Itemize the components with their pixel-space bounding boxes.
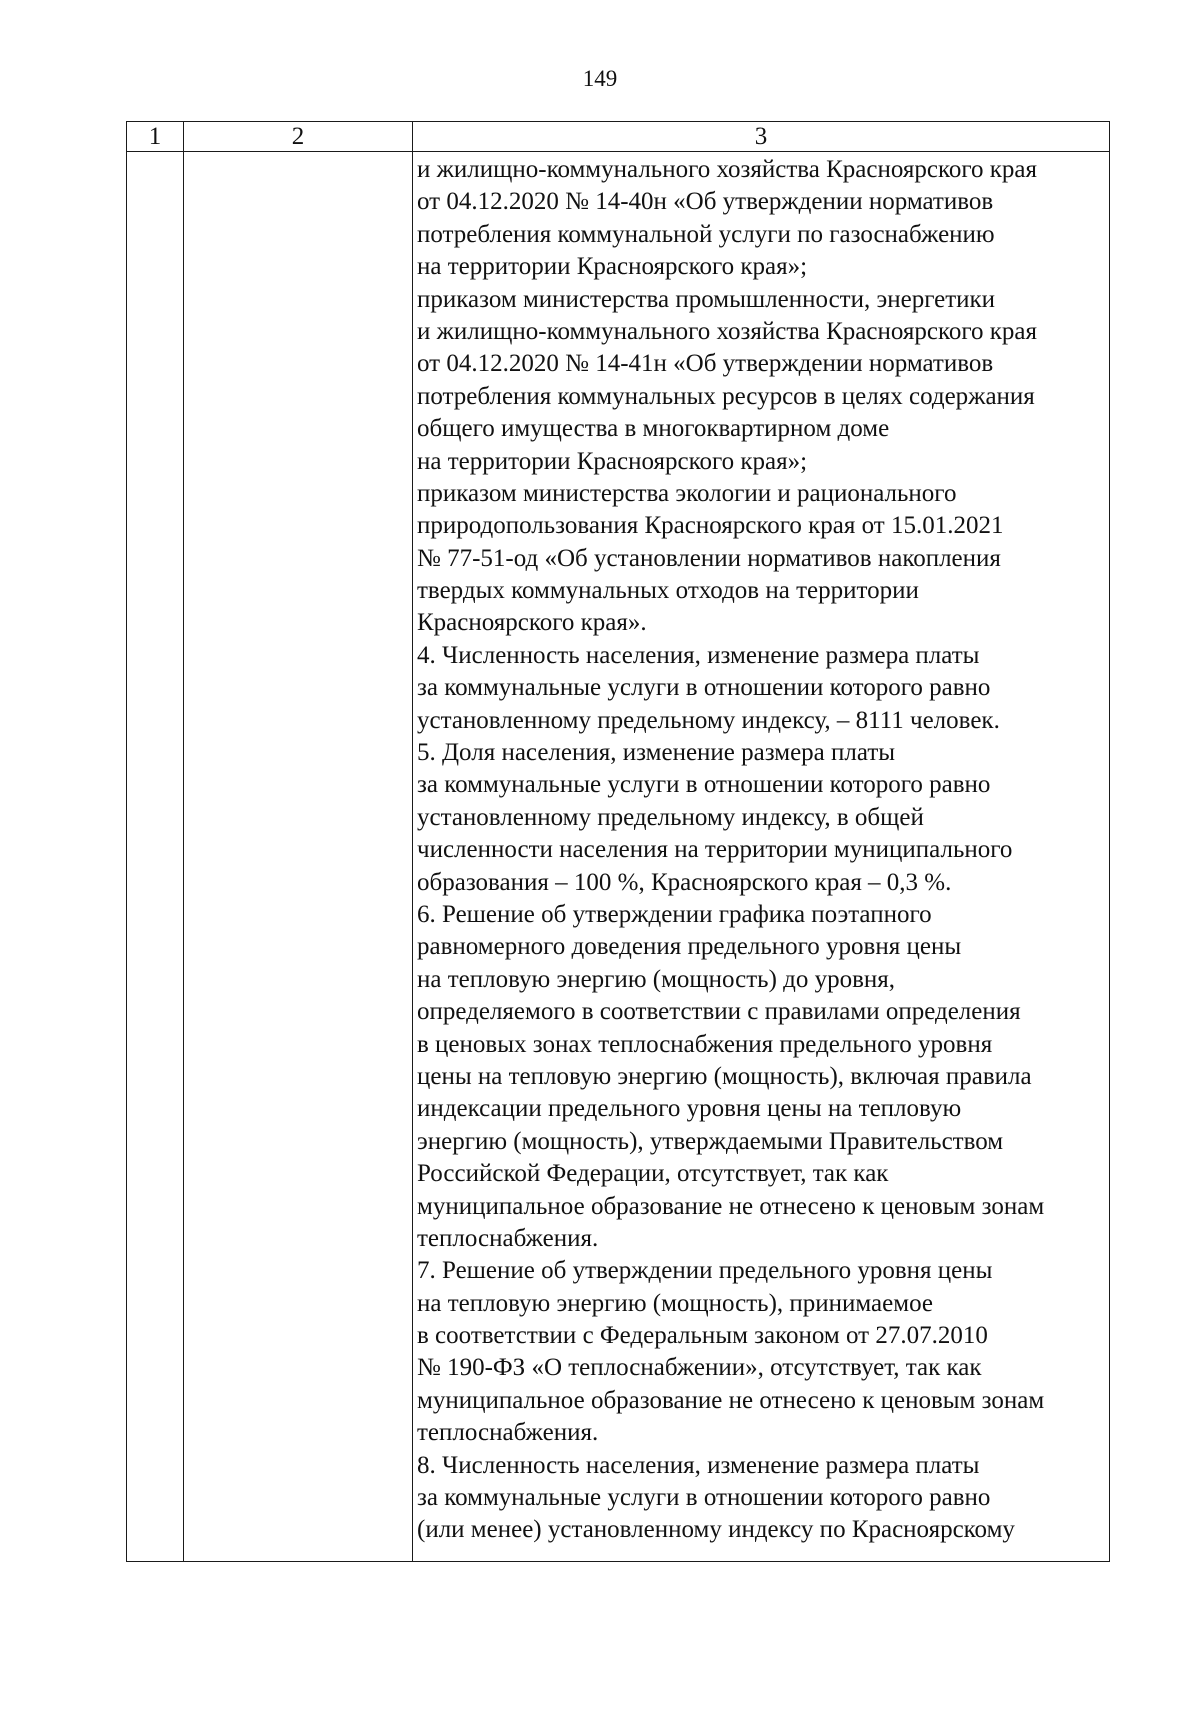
text-line: установленному предельному индексу, в общей (417, 803, 924, 831)
text-line: на тепловую энергию (мощность), принимаемое (417, 1289, 933, 1317)
text-line: твердых коммунальных отходов на территории (417, 577, 919, 605)
cell-col-3 (413, 152, 1110, 1562)
text-line: на территории Красноярского края»; (417, 253, 808, 281)
text-line: от 04.12.2020 № 14-40н «Об утверждении нормативов (417, 188, 994, 216)
text-line: природопользования Красноярского края от 15.01.2021 (417, 512, 1004, 540)
table-header-row (127, 122, 1110, 152)
table-row (127, 152, 1110, 1562)
text-line: 6. Решение об утверждении графика поэтапного (417, 900, 932, 928)
text-line: за коммунальные услуги в отношении которого равно (417, 1484, 991, 1512)
header-col-3: 3 (413, 122, 1110, 152)
header-col-2: 2 (184, 122, 413, 152)
text-line: 4. Численность населения, изменение размера платы (417, 641, 980, 669)
text-line: индексации предельного уровня цены на тепловую (417, 1095, 962, 1123)
text-line: Российской Федерации, отсутствует, так как (417, 1160, 889, 1188)
text-line: за коммунальные услуги в отношении которого равно (417, 674, 991, 702)
text-line: в ценовых зонах теплоснабжения предельного уровня (417, 1030, 993, 1058)
text-line: 5. Доля населения, изменение размера платы (417, 739, 896, 767)
text-line: муниципальное образование не отнесено к ценовым зонам (417, 1192, 1045, 1220)
text-line: Красноярского края». (417, 609, 647, 637)
text-line: образования – 100 %, Красноярского края – 0,3 %. (417, 868, 952, 896)
text-line: приказом министерства промышленности, энергетики (417, 285, 996, 313)
document-table (126, 121, 1110, 1562)
text-line: потребления коммунальной услуги по газоснабжению (417, 220, 995, 248)
page-number: 149 (582, 66, 618, 91)
text-line: за коммунальные услуги в отношении которого равно (417, 771, 991, 799)
table-header (127, 122, 1110, 152)
text-line: цены на тепловую энергию (мощность), включая правила (417, 1062, 1032, 1090)
cell-col-2 (184, 152, 413, 1562)
text-line: общего имущества в многоквартирном доме (417, 415, 890, 443)
text-line: муниципальное образование не отнесено к ценовым зонам (417, 1386, 1045, 1414)
header-col-1: 1 (127, 122, 184, 152)
text-line: численности населения на территории муниципального (417, 836, 1013, 864)
text-line: 8. Численность населения, изменение размера платы (417, 1451, 980, 1479)
cell-col-1 (127, 152, 184, 1562)
text-line: установленному предельному индексу, – 8111 человек. (417, 706, 1000, 734)
text-line: на территории Красноярского края»; (417, 447, 808, 475)
text-line: в соответствии с Федеральным законом от 27.07.2010 (417, 1322, 988, 1350)
table-body (127, 152, 1110, 1562)
text-line: № 190-ФЗ «О теплоснабжении», отсутствует, так как (417, 1354, 982, 1382)
text-line: 7. Решение об утверждении предельного уровня цены (417, 1257, 993, 1285)
text-line: равномерного доведения предельного уровня цены (417, 933, 962, 961)
text-line: энергию (мощность), утверждаемыми Правительством (417, 1127, 1004, 1155)
text-line: на тепловую энергию (мощность) до уровня, (417, 965, 896, 993)
text-line: теплоснабжения. (417, 1419, 599, 1447)
text-line: и жилищно-коммунального хозяйства Красноярского края (417, 156, 1037, 183)
text-line: (или менее) установленному индексу по Красноярскому (417, 1516, 1015, 1544)
text-line: от 04.12.2020 № 14-41н «Об утверждении нормативов (417, 350, 994, 378)
text-line: теплоснабжения. (417, 1224, 599, 1252)
text-line: приказом министерства экологии и рационального (417, 479, 957, 507)
text-line: потребления коммунальных ресурсов в целях содержания (417, 382, 1035, 410)
text-line: определяемого в соответствии с правилами определения (417, 998, 1021, 1026)
text-line: и жилищно-коммунального хозяйства Красноярского края (417, 317, 1037, 345)
text-line: № 77-51-од «Об установлении нормативов накопления (417, 544, 1001, 572)
